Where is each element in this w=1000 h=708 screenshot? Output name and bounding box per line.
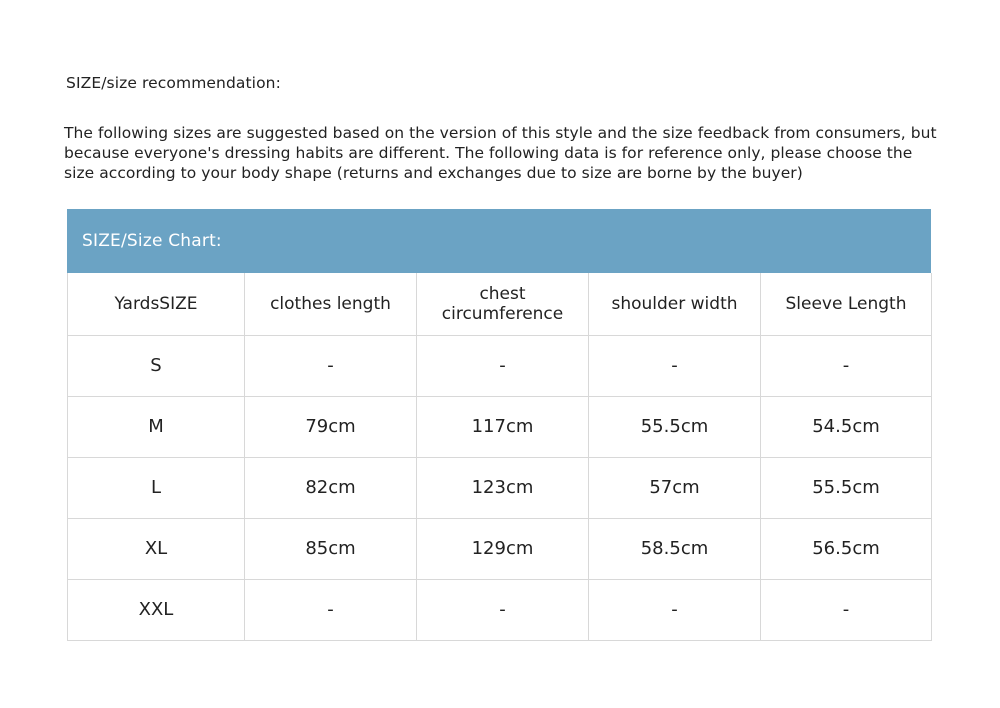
intro-paragraph-text: The following sizes are suggested based on the version of this style and the size feedback from consumers, but because everyone's dressing habits are different. The following data is for reference only, please choose the size according to your body shape (returns and exchanges due to size are borne by the buyer) <box>64 124 937 182</box>
cell-size: L <box>68 457 245 518</box>
cell-chest: 129cm <box>417 518 589 579</box>
table-row <box>68 335 932 396</box>
table-header-row <box>68 273 932 335</box>
cell-chest: 117cm <box>417 396 589 457</box>
cell-clothes-length: 79cm <box>245 396 417 457</box>
cell-chest: 123cm <box>417 457 589 518</box>
column-header-shoulder-width: shoulder width <box>589 273 761 335</box>
cell-clothes-length: - <box>245 335 417 396</box>
cell-size: M <box>68 396 245 457</box>
size-chart-header <box>67 209 931 273</box>
column-header-sleeve-length: Sleeve Length <box>761 273 932 335</box>
cell-size: XXL <box>68 579 245 640</box>
cell-clothes-length: 82cm <box>245 457 417 518</box>
cell-shoulder: - <box>589 579 761 640</box>
cell-shoulder: 57cm <box>589 457 761 518</box>
column-header-chest-circumference: chest circumference <box>417 273 589 335</box>
cell-shoulder: 58.5cm <box>589 518 761 579</box>
size-chart-header-title: SIZE/Size Chart: <box>82 231 222 251</box>
cell-chest: - <box>417 335 589 396</box>
table-row <box>68 518 932 579</box>
cell-sleeve: - <box>761 579 932 640</box>
size-table <box>67 273 932 641</box>
cell-clothes-length: 85cm <box>245 518 417 579</box>
intro-paragraph <box>64 123 944 183</box>
cell-sleeve: - <box>761 335 932 396</box>
cell-clothes-length: - <box>245 579 417 640</box>
cell-size: XL <box>68 518 245 579</box>
size-chart <box>67 209 931 641</box>
column-header-clothes-length: clothes length <box>245 273 417 335</box>
cell-sleeve: 56.5cm <box>761 518 932 579</box>
cell-shoulder: 55.5cm <box>589 396 761 457</box>
table-row <box>68 457 932 518</box>
cell-size: S <box>68 335 245 396</box>
cell-sleeve: 55.5cm <box>761 457 932 518</box>
cell-chest: - <box>417 579 589 640</box>
cell-shoulder: - <box>589 335 761 396</box>
intro-title: SIZE/size recommendation: <box>66 74 281 92</box>
cell-sleeve: 54.5cm <box>761 396 932 457</box>
column-header-size: YardsSIZE <box>68 273 245 335</box>
table-row <box>68 579 932 640</box>
table-row <box>68 396 932 457</box>
